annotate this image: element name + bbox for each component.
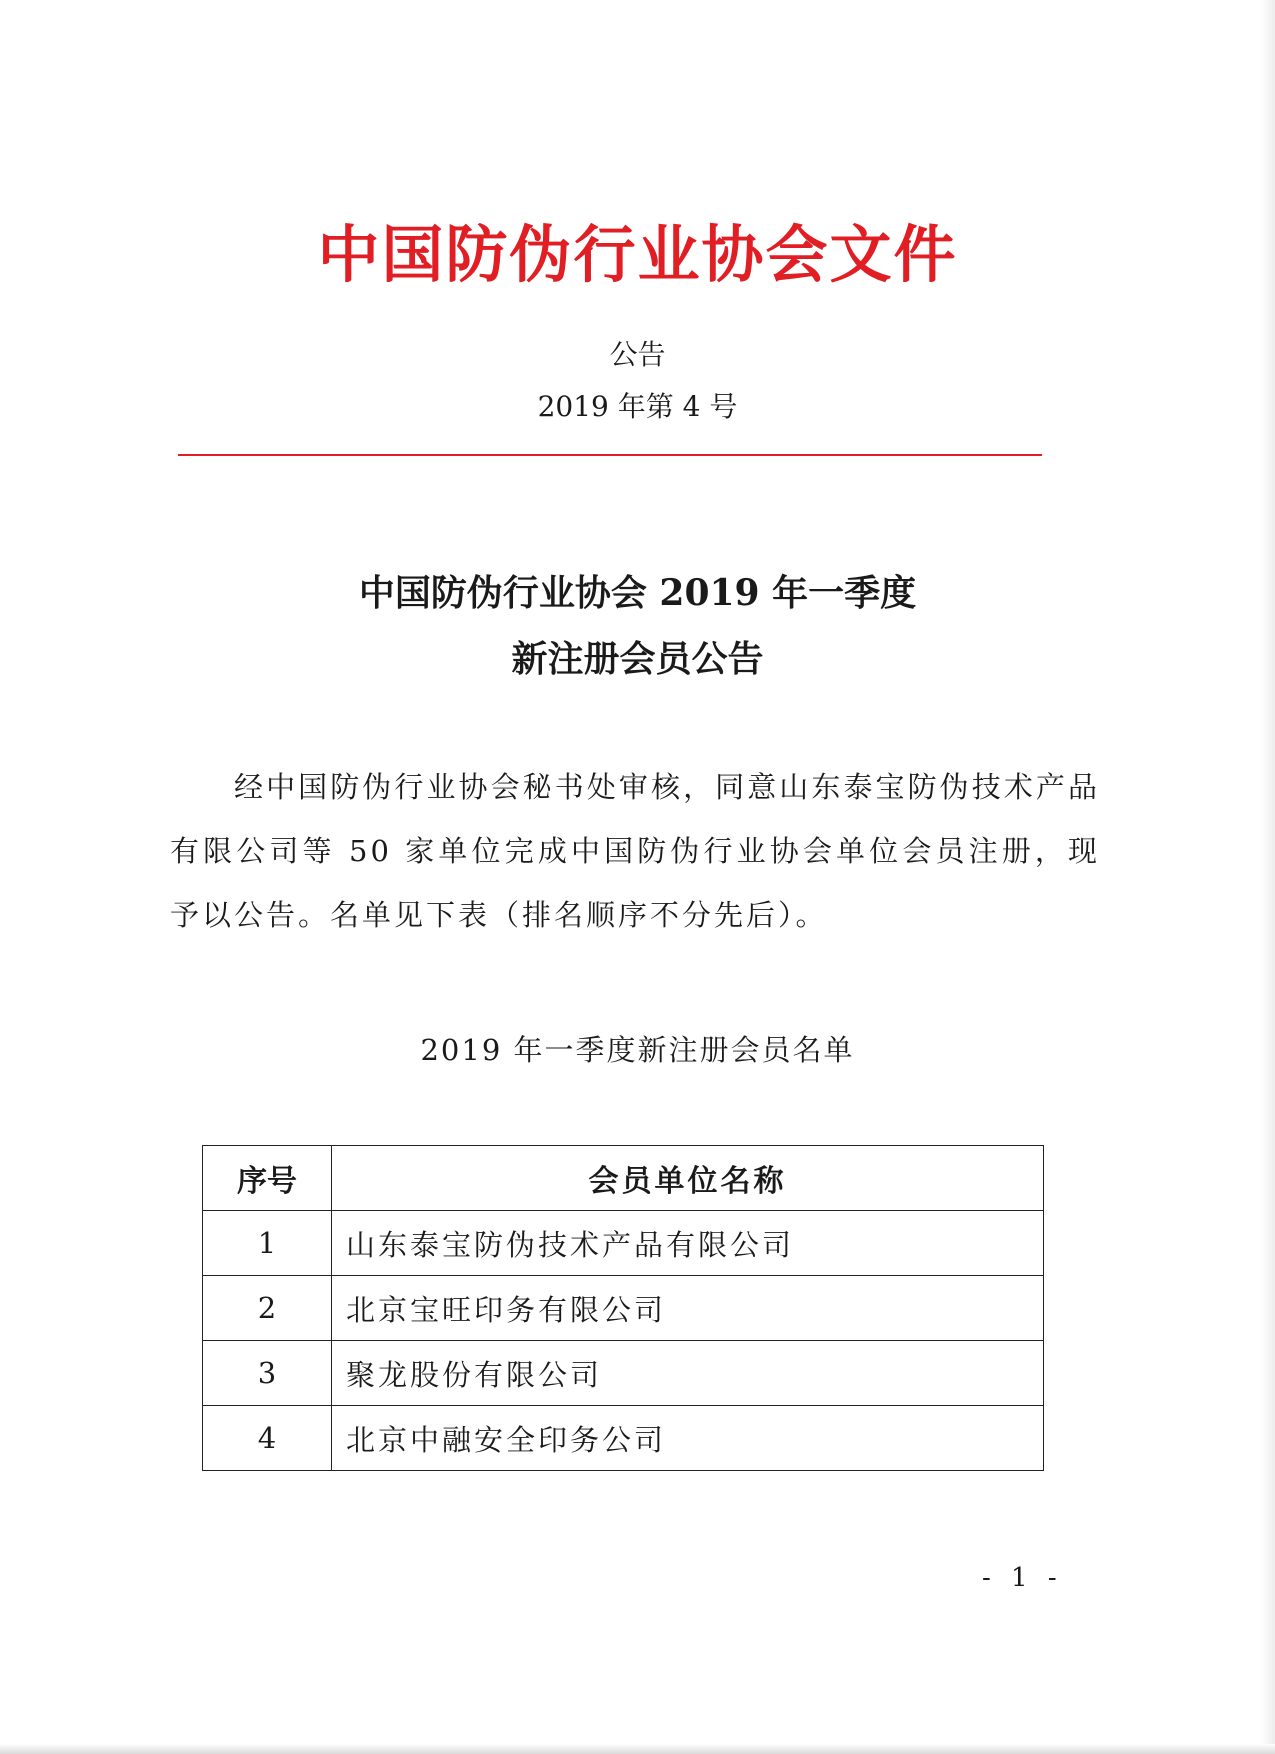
row-index: 2 [203,1276,332,1341]
table-header-row [203,1146,1044,1211]
row-member-name: 山东泰宝防伪技术产品有限公司 [332,1211,1044,1276]
page-number: - 1 - [982,1563,1063,1593]
body-paragraph: 经中国防伪行业协会秘书处审核，同意山东泰宝防伪技术产品有限公司等 50 家单位完成中国防伪行业协会单位会员注册，现予以公告。名单见下表（排名顺序不分先后）。 [170,770,1100,932]
member-table [202,1145,1044,1471]
row-index: 1 [203,1211,332,1276]
red-divider-line [178,454,1042,456]
scan-bottom-shadow [0,1744,1275,1754]
row-index: 3 [203,1341,332,1406]
table-row [203,1406,1044,1471]
row-member-name: 北京中融安全印务公司 [332,1406,1044,1471]
notice-number: 2019 年第 4 号 [537,390,738,423]
table-row [203,1341,1044,1406]
scan-edge-shadow [1261,0,1275,1754]
notice-type: 公告 [609,338,666,371]
table-row [203,1276,1044,1341]
row-member-name: 北京宝旺印务有限公司 [332,1276,1044,1341]
notice-title-line1: 中国防伪行业协会 2019 年一季度 [358,572,917,614]
row-member-name: 聚龙股份有限公司 [332,1341,1044,1406]
document-header-title: 中国防伪行业协会文件 [317,218,958,291]
notice-title-line2: 新注册会员公告 [511,638,764,680]
header-index: 序号 [203,1146,332,1211]
row-index: 4 [203,1406,332,1471]
member-list-title: 2019 年一季度新注册会员名单 [420,1033,855,1067]
header-member-name: 会员单位名称 [332,1146,1044,1211]
notice-title [0,560,1275,692]
table-row [203,1211,1044,1276]
